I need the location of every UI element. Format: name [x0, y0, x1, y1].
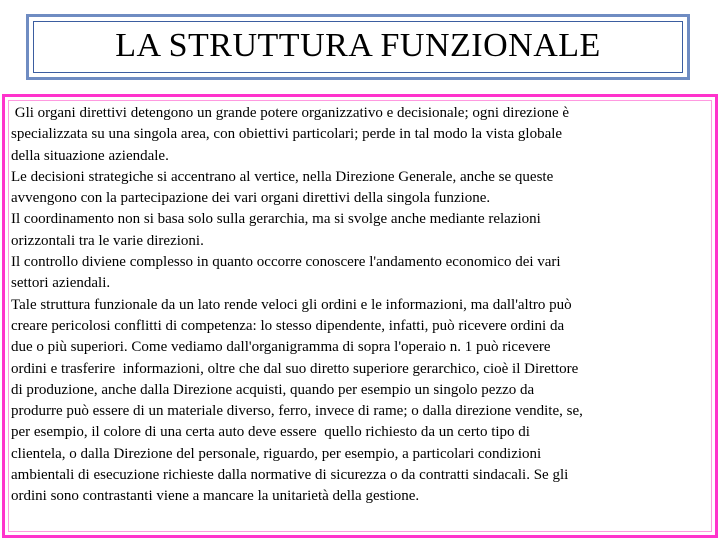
body-line: settori aziendali. — [11, 275, 111, 292]
body-line: Gli organi direttivi detengono un grande potere organizzativo e decisionale; ogni direzione è — [11, 105, 570, 121]
body-line: Il controllo diviene complesso in quanto occorre conoscere l'andamento economico dei vari — [11, 254, 561, 271]
body-line: due o più superiori. Come vediamo dall'organigramma di sopra l'operaio n. 1 può ricevere — [11, 339, 551, 356]
body-line: orizzontali tra le varie direzioni. — [11, 232, 204, 249]
body-line: Tale struttura funzionale da un lato rende veloci gli ordini e le informazioni, ma dall'altro può — [11, 296, 572, 313]
body-line: per esempio, il colore di una certa auto deve essere quello richiesto da un certo tipo di — [11, 424, 530, 441]
body-line: ordini e trasferire informazioni, oltre che dal suo diretto superiore gerarchico, cioè il Direttore — [11, 360, 579, 377]
body-text — [11, 103, 701, 508]
body-line: avvengono con la partecipazione dei vari organi direttivi della singola funzione. — [11, 190, 491, 207]
body-line: ordini sono contrastanti viene a mancare la unitarietà della gestione. — [11, 488, 420, 505]
body-line: ambientali di esecuzione richieste dalla normative di sicurezza o da contratti sindacali. Se gli — [11, 467, 569, 484]
content-box — [2, 94, 718, 538]
title-box — [26, 14, 690, 80]
body-line: Le decisioni strategiche si accentrano al vertice, nella Direzione Generale, anche se queste — [11, 168, 554, 185]
body-line: Il coordinamento non si basa solo sulla gerarchia, ma si svolge anche mediante relazioni — [11, 211, 541, 228]
body-line: clientela, o dalla Direzione del personale, riguardo, per esempio, a particolari condizioni — [11, 445, 542, 462]
body-line: di produzione, anche dalla Direzione acquisti, quando per esempio un singolo pezzo da — [11, 381, 535, 398]
body-line: creare pericolosi conflitti di competenza: lo stesso dipendente, infatti, può ricevere ordini da — [11, 317, 565, 334]
body-line: specializzata su una singola area, con obiettivi particolari; perde in tal modo la vista globale — [11, 126, 563, 143]
slide-title: LA STRUTTURA FUNZIONALE — [115, 27, 601, 64]
body-line: produrre può essere di un materiale diverso, ferro, invece di rame; o dalla direzione vendite, se, — [11, 403, 583, 420]
body-line: della situazione aziendale. — [11, 147, 169, 164]
content-inner-border — [8, 100, 712, 532]
